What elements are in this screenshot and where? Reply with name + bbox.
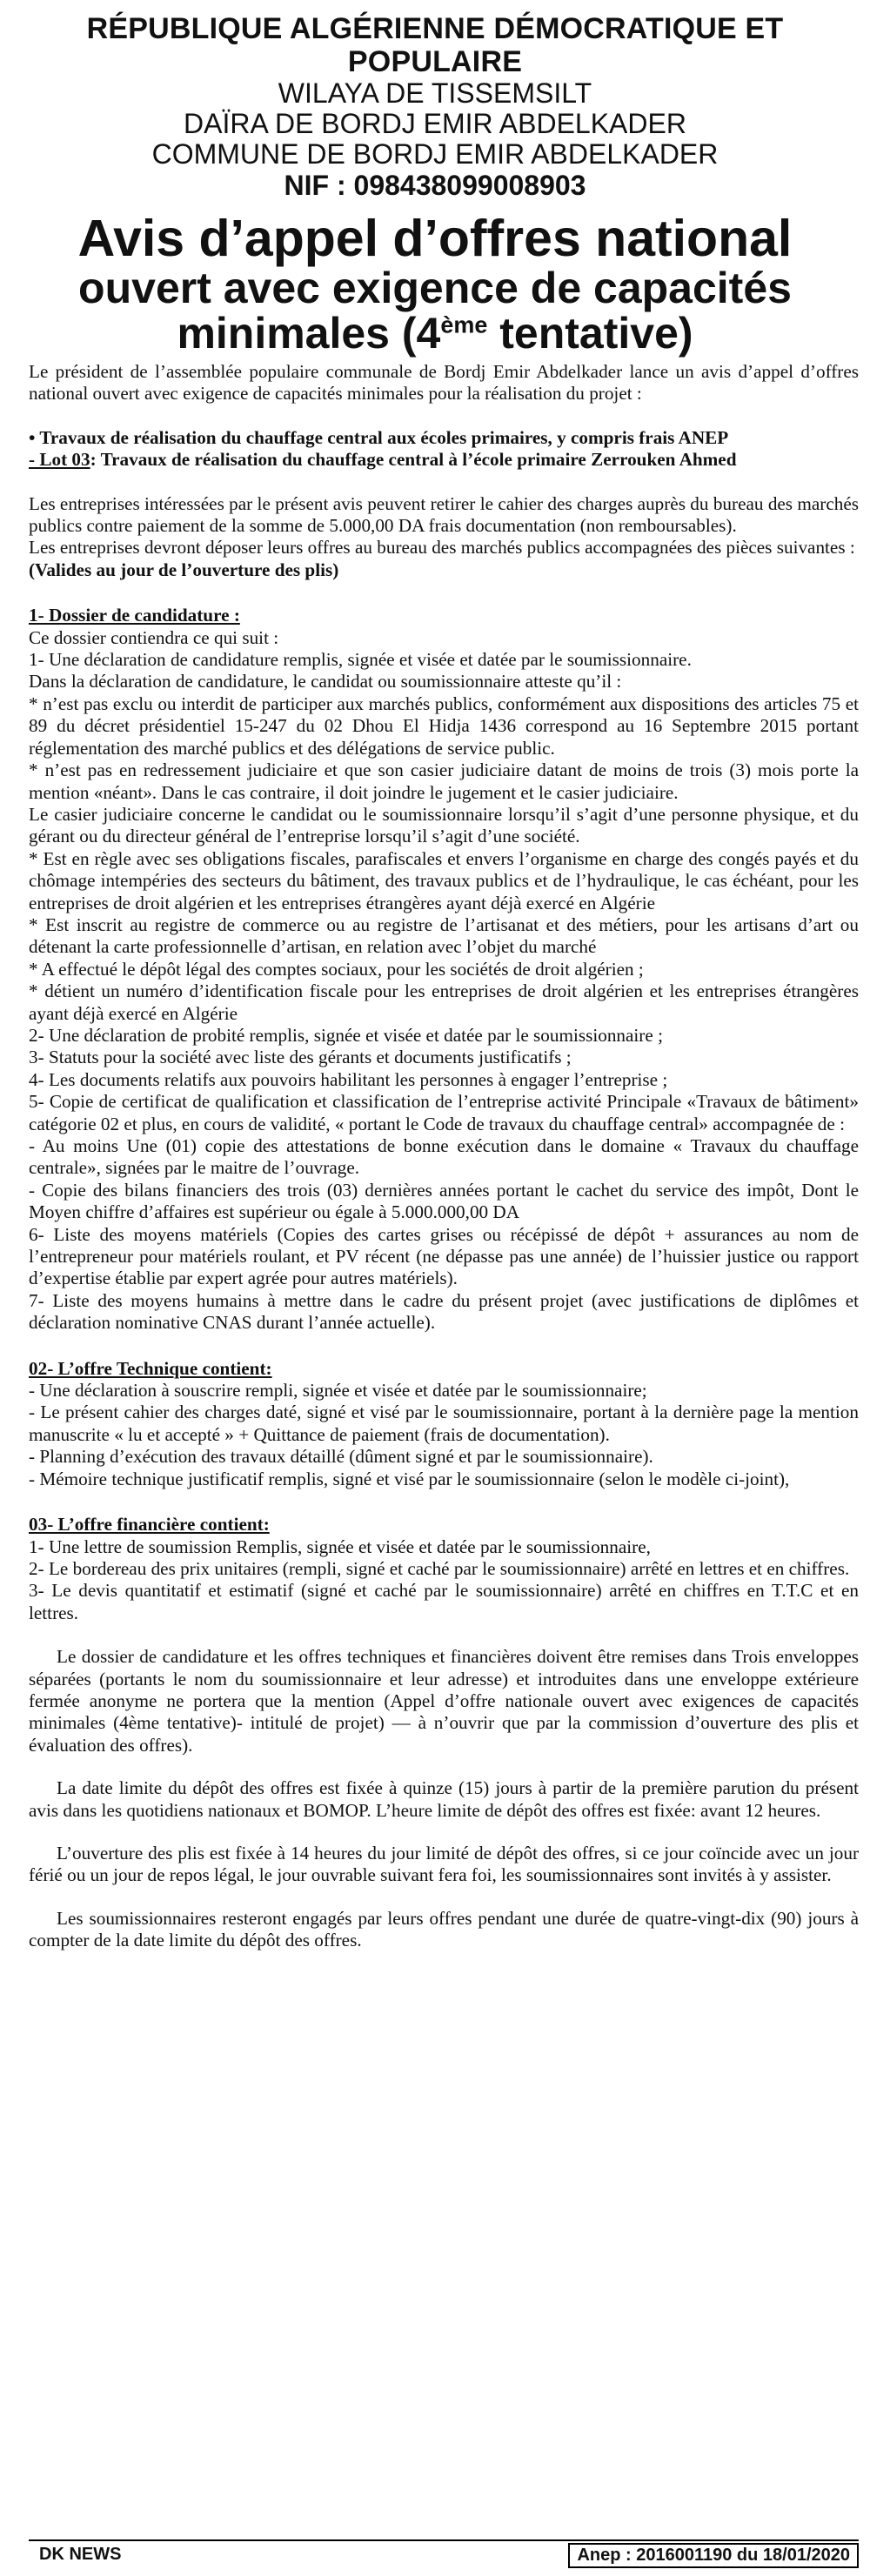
list-item: * détient un numéro d’identification fiscale pour les entreprises de droit algérien et les entreprises étrangères ayant déjà exercé en Algérie: [29, 980, 859, 1024]
lot-text: : Travaux de réalisation du chauffage central à l’école primaire Zerrouken Ahmed: [90, 449, 737, 471]
title-line-2: ouvert avec exigence de capacités: [78, 264, 792, 312]
list-item: Dans la déclaration de candidature, le candidat ou soumissionnaire atteste qu’il :: [29, 671, 622, 693]
section-1-title: 1- Dossier de candidature :: [29, 605, 240, 626]
list-item: 2- Le bordereau des prix unitaires (rempli, signé et caché par le soumissionnaire) arrêté en lettres et en chiffres.: [29, 1557, 850, 1579]
list-item: * n’est pas exclu ou interdit de participer aux marchés publics, conformément aux dispositions des articles 75 et 89 du décret présidentiel 15-247 du 02 Dhou El Hidja 1436 correspond au 16 Septembre 2015 portant réglementation des marché publics et des délégations de service public.: [29, 693, 859, 759]
section-2-list: [29, 1380, 859, 1490]
title-line-3-end: tentative): [487, 309, 693, 358]
list-item: - Le présent cahier des charges daté, signé et visé par le soumissionnaire, portant à la dernière page la mention manuscrite « lu et accepté » + Quittance de paiement (frais de documentation).: [29, 1402, 859, 1445]
republic-heading: RÉPUBLIQUE ALGÉRIENNE DÉMOCRATIQUE ET POPULAIRE: [86, 12, 784, 78]
closing-paragraphs: [29, 1646, 859, 1951]
list-item: - Copie des bilans financiers des trois (03) dernières années portant le cachet du service des impôt, Dont le Moyen chiffre d’affaires est supérieur ou égale à 5.000.000,00 DA: [29, 1179, 859, 1223]
anep-reference: Anep : 2016001190 du 18/01/2020: [568, 2543, 859, 2568]
list-item: * Est en règle avec ses obligations fiscales, parafiscales et envers l’organisme en charge des congés payés et du chômage intempéries des secteurs du bâtiment, des travaux publics et de l’hydraulique, le cas échéant, pour les entreprises de droit algérien et les entreprises étrangères ayant déjà exercé en Algérie: [29, 847, 859, 913]
closing-paragraph: L’ouverture des plis est fixée à 14 heures du jour limité de dépôt des offres, si ce jour coïncide avec un jour férié ou un jour de repos légal, le jour ouvrable suivant fera foi, les soumissionnaires sont invités à y assister.: [29, 1842, 859, 1886]
list-item: 3- Le devis quantitatif et estimatif (signé et caché par le soumissionnaire) arrêté en chiffres en T.T.C et en lettres.: [29, 1580, 859, 1623]
title-superscript: ème: [440, 311, 488, 338]
lot-label: - Lot 03: [29, 449, 90, 471]
section-1-list: [29, 627, 859, 1335]
list-item: - Mémoire technique justificatif remplis, signé et visé par le soumissionnaire (selon le modèle ci-joint),: [29, 1468, 790, 1489]
withdraw-paragraph: Les entreprises intéressées par le présent avis peuvent retirer le cahier des charges auprès du bureau des marchés publics contre paiement de la somme de 5.000,00 DA frais documentation (non remboursables).: [29, 492, 859, 537]
wilaya-line: WILAYA DE TISSEMSILT: [278, 77, 592, 109]
nif-line: NIF : 098438099008903: [284, 170, 586, 201]
list-item: 4- Les documents relatifs aux pouvoirs habilitant les personnes à engager l’entreprise ;: [29, 1068, 668, 1090]
list-item: * A effectué le dépôt légal des comptes sociaux, pour les sociétés de droit algérien ;: [29, 958, 644, 980]
section-2-title: 02- L’offre Technique contient:: [29, 1357, 272, 1379]
footer: [29, 2539, 859, 2567]
list-item: 2- Une déclaration de probité remplis, signée et visée et datée par le soumissionnaire ;: [29, 1024, 663, 1046]
closing-paragraph: Le dossier de candidature et les offres techniques et financières doivent être remises dans Trois enveloppes séparées (portants le nom du soumissionnaire et leur adresse) et introduites dans une enveloppe extérieure fermée anonyme ne portera que la mention (Appel d’offre nationale ouvert avec exigences de capacités minimales (4ème tentative)- intitulé de projet) — à n’ouvrir que par la commission d’ouverture des plis et évaluation des offres).: [29, 1646, 859, 1756]
title-line-1: Avis d’appel d’offres national: [77, 210, 793, 267]
title-line-3-start: minimales (4: [177, 309, 441, 358]
intro-paragraph: Le président de l’assemblée populaire communale de Bordj Emir Abdelkader lance un avis d’appel d’offres national ouvert avec exigence de capacités minimales pour la réalisation du projet :: [29, 361, 859, 405]
list-item: Le casier judiciaire concerne le candidat ou le soumissionnaire lorsqu’il s’agit d’une personne physique, et du gérant ou du directeur général de l’entreprise lorsqu’il s’agit d’une société.: [29, 803, 859, 847]
notice-title: [0, 211, 870, 356]
daira-line: DAÏRA DE BORDJ EMIR ABDELKADER: [184, 108, 686, 139]
list-item: - Une déclaration à souscrire rempli, signée et visée et datée par le soumissionnaire;: [29, 1380, 647, 1402]
validity-note: (Valides au jour de l’ouverture des plis): [29, 559, 339, 580]
title-line-3: [0, 311, 870, 356]
closing-paragraph: La date limite du dépôt des offres est fixée à quinze (15) jours à partir de la première parution du présent avis dans les quotidiens nationaux et BOMOP. L’heure limite de dépôt des offres est fixée: avant 12 heures.: [29, 1777, 859, 1821]
list-item: 5- Copie de certificat de qualification et classification de l’entreprise activité Principale «Travaux de bâtiment» catégorie 02 et plus, en cours de validité, « portant le Code de travaux du chauffage central» accompagnée de :: [29, 1091, 859, 1134]
commune-line: COMMUNE DE BORDJ EMIR ABDELKADER: [151, 138, 719, 170]
list-item: 7- Liste des moyens humains à mettre dans le cadre du présent projet (avec justifications de diplômes et déclaration nominative CNAS durant l’année actuelle).: [29, 1289, 859, 1334]
project-bullet: • Travaux de réalisation du chauffage central aux écoles primaires, y compris frais ANEP: [29, 426, 729, 448]
footer-source: DK NEWS: [39, 2545, 122, 2564]
list-item: 1- Une déclaration de candidature remplis, signée et visée et datée par le soumissionnaire.: [29, 649, 692, 671]
list-item: * Est inscrit au registre de commerce ou au registre de l’artisanat et des métiers, pour les artisans d’art ou détenant la carte professionnelle d’artisan, en relation avec l’objet du marché: [29, 913, 859, 958]
section-3-list: [29, 1536, 859, 1625]
section-3-title: 03- L’offre financière contient:: [29, 1514, 270, 1536]
list-item: - Planning d’exécution des travaux détaillé (dûment signé et par le soumissionnaire).: [29, 1446, 653, 1468]
list-item: 6- Liste des moyens matériels (Copies des cartes grises ou récépissé de dépôt + assurances au nom de l’entrepreneur pour matériels roulant, et PV récent (ne dépasse pas une année) de l’huissier justice ou rapport d’expertise établie par expert agrée pour autres matériels).: [29, 1223, 859, 1289]
project-lot: [29, 449, 859, 471]
notice-body: [29, 361, 859, 1952]
list-item: * n’est pas en redressement judiciaire et que son casier judiciaire datant de moins de trois (3) mois porte la mention «néant». Dans le cas contraire, il doit joindre le jugement et le casier judiciaire.: [29, 759, 859, 803]
list-item: Ce dossier contiendra ce qui suit :: [29, 626, 279, 648]
closing-paragraph: Les soumissionnaires resteront engagés par leurs offres pendant une durée de quatre-vingt-dix (90) jours à compter de la date limite du dépôt des offres.: [29, 1907, 859, 1951]
list-item: - Au moins Une (01) copie des attestations de bonne exécution dans le domaine « Travaux du chauffage centrale», signées par le maitre de l’ouvrage.: [29, 1135, 859, 1179]
header: [0, 12, 870, 201]
list-item: 3- Statuts pour la société avec liste des gérants et documents justificatifs ;: [29, 1047, 572, 1068]
list-item: 1- Une lettre de soumission Remplis, signée et visée et datée par le soumissionnaire,: [29, 1536, 651, 1557]
deposit-paragraph: Les entreprises devront déposer leurs offres au bureau des marchés publics accompagnées des pièces suivantes :: [29, 537, 855, 559]
